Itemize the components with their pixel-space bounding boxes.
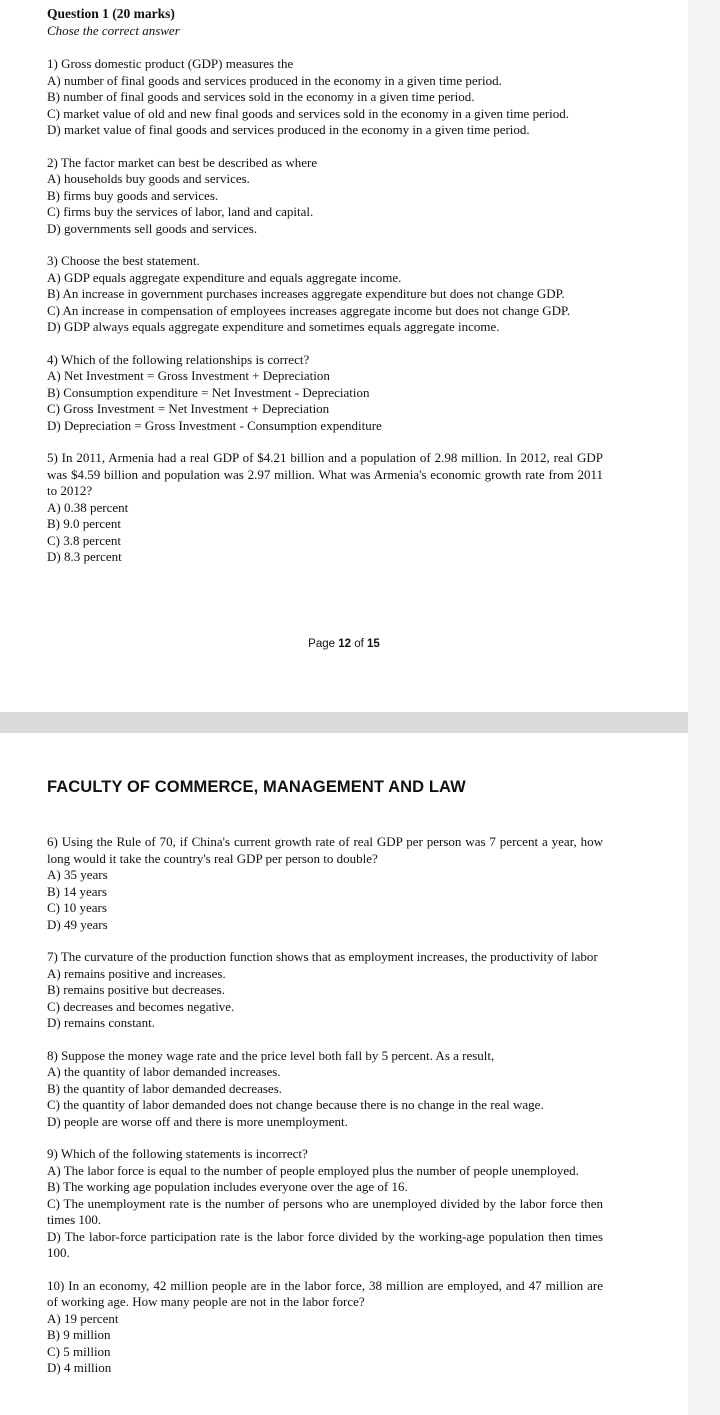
question-item: [47, 352, 603, 435]
faculty-header: FACULTY OF COMMERCE, MANAGEMENT AND LAW: [47, 778, 466, 796]
answer-option: D) The labor-force participation rate is the labor force divided by the working-age population then times 100.: [47, 1228, 603, 1260]
document-page-13: [0, 733, 688, 1415]
answer-option: A) 0.38 percent: [47, 499, 129, 515]
question-list: [47, 56, 603, 566]
question-stem: 9) Which of the following statements is incorrect?: [47, 1146, 308, 1161]
answer-option: A) remains positive and increases.: [47, 965, 226, 981]
answer-option: B) remains positive but decreases.: [47, 982, 225, 997]
page-number: Page 12 of 15: [308, 638, 380, 650]
answer-option: C) Gross Investment = Net Investment + Depreciation: [47, 401, 330, 416]
answer-option: A) Net Investment = Gross Investment + Depreciation: [47, 368, 330, 383]
answer-option: C) 5 million: [47, 1343, 111, 1359]
question-item: [47, 1278, 603, 1377]
answer-option: C) The unemployment rate is the number of persons who are unemployed divided by the labor force then times 100.: [47, 1195, 603, 1227]
question-stem: 1) Gross domestic product (GDP) measures the: [47, 56, 294, 71]
document-page-12: [0, 0, 688, 712]
question-stem: 7) The curvature of the production function shows that as employment increases, the productivity of labor: [47, 949, 598, 964]
answer-option: A) GDP equals aggregate expenditure and equals aggregate income.: [47, 269, 402, 285]
question-stem: 10) In an economy, 42 million people are in the labor force, 38 million are employed, and 47 million are of working age. How many people are not in the labor force?: [47, 1277, 603, 1309]
question-stem: 2) The factor market can best be described as where: [47, 154, 318, 170]
question-stem: 6) Using the Rule of 70, if China's current growth rate of real GDP per person was 7 percent a year, how long would it take the country's real GDP per person to double?: [47, 834, 603, 866]
answer-option: D) 49 years: [47, 916, 108, 932]
answer-option: A) 19 percent: [47, 1310, 119, 1326]
page-separator: [0, 712, 688, 733]
answer-option: B) An increase in government purchases increases aggregate expenditure but does not change GDP.: [47, 286, 565, 301]
instruction-text: Chose the correct answer: [47, 22, 180, 38]
answer-option: B) 9 million: [47, 1327, 111, 1342]
answer-option: B) Consumption expenditure = Net Investment - Depreciation: [47, 384, 370, 400]
question-item: [47, 949, 603, 1032]
answer-option: C) market value of old and new final goods and services sold in the economy in a given time period.: [47, 105, 570, 121]
answer-option: B) 9.0 percent: [47, 516, 122, 531]
answer-option: C) 3.8 percent: [47, 532, 122, 548]
question-stem: 5) In 2011, Armenia had a real GDP of $4.21 billion and a population of 2.98 million. In 2012, real GDP was $4.59 billion and population was 2.97 million. What was Armenia's economic growth rate from 2011 to 2012?: [47, 450, 603, 498]
question-item: [47, 834, 603, 933]
answer-option: B) The working age population includes everyone over the age of 16.: [47, 1179, 408, 1194]
question-item: [47, 253, 603, 336]
question-title: Question 1 (20 marks): [47, 6, 175, 21]
question-item: [47, 56, 603, 139]
page-content: [47, 6, 603, 582]
answer-option: A) number of final goods and services produced in the economy in a given time period.: [47, 72, 502, 88]
question-item: [47, 450, 603, 566]
question-item: [47, 1048, 603, 1131]
answer-option: A) The labor force is equal to the number of people employed plus the number of people unemployed.: [47, 1162, 579, 1178]
answer-option: D) remains constant.: [47, 1015, 155, 1030]
answer-option: D) market value of final goods and services produced in the economy in a given time period.: [47, 122, 530, 137]
page-content: [47, 834, 603, 1393]
answer-option: C) the quantity of labor demanded does not change because there is no change in the real wage.: [47, 1097, 544, 1112]
viewer-background: [688, 0, 720, 1415]
question-stem: 3) Choose the best statement.: [47, 253, 200, 268]
answer-option: D) 8.3 percent: [47, 549, 122, 564]
answer-option: B) firms buy goods and services.: [47, 187, 219, 203]
answer-option: C) 10 years: [47, 900, 107, 915]
answer-option: D) governments sell goods and services.: [47, 220, 258, 236]
answer-option: A) the quantity of labor demanded increases.: [47, 1064, 281, 1079]
answer-option: C) An increase in compensation of employees increases aggregate income but does not change GDP.: [47, 302, 571, 318]
answer-option: A) households buy goods and services.: [47, 171, 250, 186]
question-item: [47, 1146, 603, 1262]
question-stem: 8) Suppose the money wage rate and the price level both fall by 5 percent. As a result,: [47, 1047, 495, 1063]
answer-option: D) 4 million: [47, 1360, 112, 1375]
question-item: [47, 155, 603, 238]
answer-option: C) firms buy the services of labor, land and capital.: [47, 204, 314, 219]
answer-option: D) people are worse off and there is more unemployment.: [47, 1113, 348, 1129]
answer-option: A) 35 years: [47, 867, 108, 882]
question-stem: 4) Which of the following relationships is correct?: [47, 351, 310, 367]
question-list: [47, 834, 603, 1377]
answer-option: D) Depreciation = Gross Investment - Consumption expenditure: [47, 417, 382, 433]
answer-option: B) the quantity of labor demanded decreases.: [47, 1080, 282, 1096]
answer-option: D) GDP always equals aggregate expenditure and sometimes equals aggregate income.: [47, 319, 500, 334]
answer-option: B) 14 years: [47, 883, 107, 899]
answer-option: C) decreases and becomes negative.: [47, 998, 235, 1014]
answer-option: B) number of final goods and services sold in the economy in a given time period.: [47, 89, 475, 104]
